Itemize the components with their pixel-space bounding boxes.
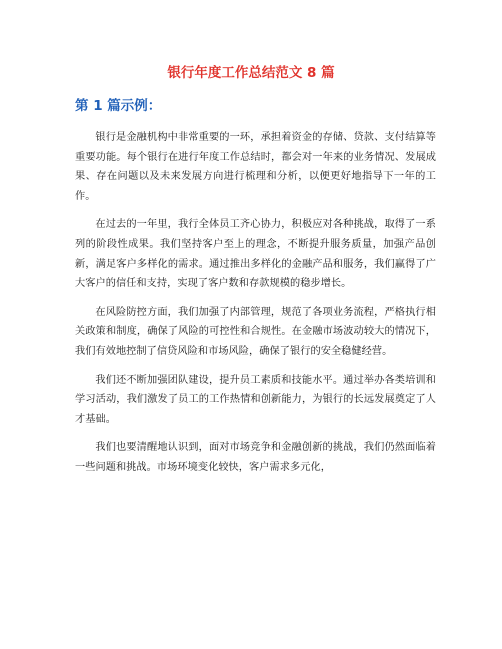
paragraph-3: 在风险防控方面，我们加强了内部管理，规范了各项业务流程，严格执行相关政策和制度，确保了风险的可控性和合规性。在金融市场波动较大的情况下，我们有效地控制了信贷风险和市场风险，确保了银行的安全稳健经营。 <box>75 306 436 357</box>
paragraph-5: 我们也要清醒地认识到，面对市场竞争和金融创新的挑战，我们仍然面临着一些问题和挑战。市场环境变化较快，客户需求多元化， <box>75 442 436 473</box>
document-title: 银行年度工作总结范文 8 篇 <box>167 65 335 81</box>
paragraph-1: 银行是金融机构中非常重要的一环，承担着资金的存储、贷款、支付结算等重要功能。每个银行在进行年度工作总结时，都会对一年来的业务情况、发展成果、存在问题以及未来发展方向进行梳理和分析，以便更好地指导下一年的工作。 <box>75 132 436 202</box>
document-body <box>75 128 436 487</box>
section-heading: 第 1 篇示例： <box>75 98 162 114</box>
paragraph-4: 我们还不断加强团队建设，提升员工素质和技能水平。通过举办各类培训和学习活动，我们激发了员工的工作热情和创新能力，为银行的长远发展奠定了人才基础。 <box>75 374 436 425</box>
paragraph-2: 在过去的一年里，我行全体员工齐心协力，积极应对各种挑战，取得了一系列的阶段性成果。我们坚持客户至上的理念，不断提升服务质量，加强产品创新，满足客户多样化的需求。通过推出多样化的金融产品和服务，我们赢得了广大客户的信任和支持，实现了客户数和存款规模的稳步增长。 <box>75 219 436 290</box>
